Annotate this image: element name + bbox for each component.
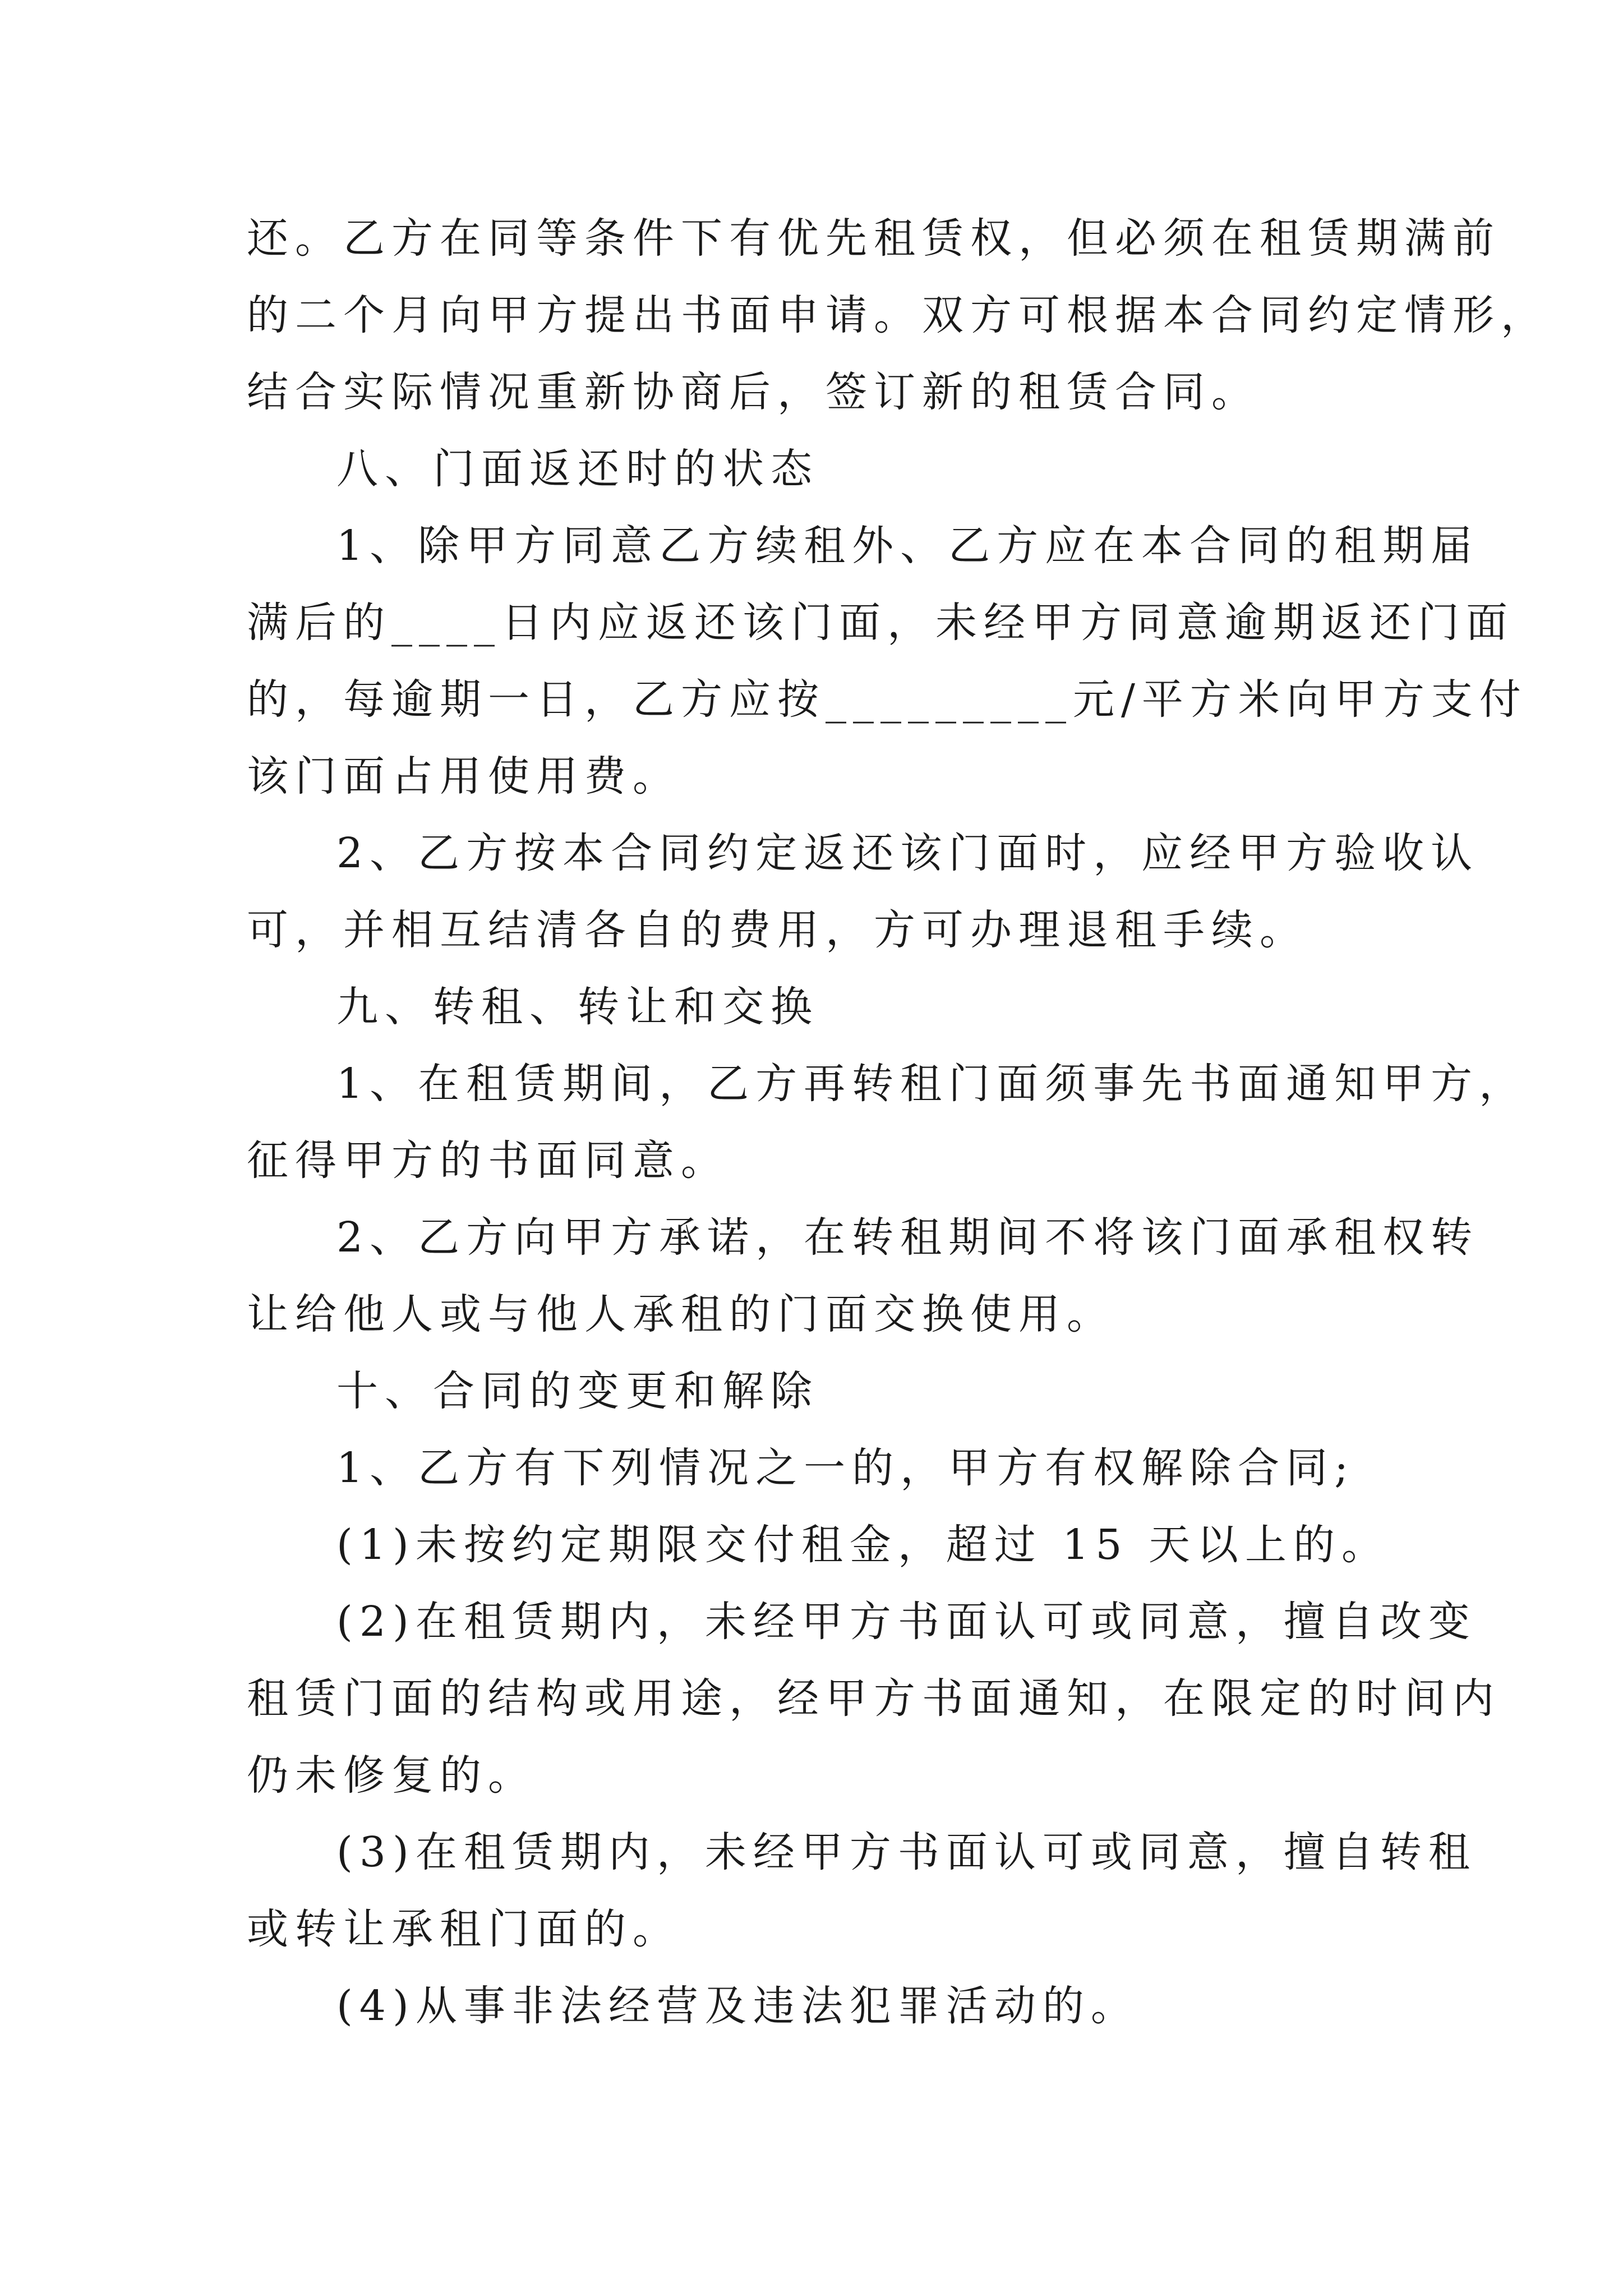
text-line: 结合实际情况重新协商后，签订新的租赁合同。: [247, 368, 1260, 416]
text-line: 1、乙方有下列情况之一的，甲方有权解除合同;: [336, 1444, 1355, 1492]
text-line: (2)在租赁期内，未经甲方书面认可或同意，擅自改变: [336, 1598, 1477, 1646]
text-line: (3)在租赁期内，未经甲方书面认可或同意，擅自转租: [336, 1828, 1477, 1876]
text-line: 满后的____日内应返还该门面，未经甲方同意逾期返还门面: [247, 599, 1514, 647]
text-line: 还。乙方在同等条件下有优先租赁权，但必须在租赁期满前: [247, 214, 1501, 263]
text-line: 的二个月向甲方提出书面申请。双方可根据本合同约定情形，: [247, 291, 1549, 339]
text-line: 租赁门面的结构或用途，经甲方书面通知，在限定的时间内: [247, 1674, 1501, 1723]
text-line: 2、乙方向甲方承诺，在转租期间不将该门面承租权转: [336, 1213, 1479, 1262]
text-line: 可，并相互结清各自的费用，方可办理退租手续。: [247, 906, 1308, 954]
text-line: 征得甲方的书面同意。: [247, 1137, 729, 1185]
text-line: (4)从事非法经营及违法犯罪活动的。: [336, 1982, 1139, 2030]
text-line: 该门面占用使用费。: [247, 752, 681, 800]
text-line: 的，每逾期一日，乙方应按_________元/平方米向甲方支付: [247, 675, 1528, 724]
text-line: 让给他人或与他人承租的门面交换使用。: [247, 1290, 1115, 1338]
text-line: 仍未修复的。: [247, 1751, 536, 1800]
text-line: 或转让承租门面的。: [247, 1905, 681, 1953]
section-heading: 十、合同的变更和解除: [336, 1367, 819, 1415]
section-heading: 九、转租、转让和交换: [336, 983, 819, 1031]
section-heading: 八、门面返还时的状态: [336, 445, 819, 493]
text-line: 2、乙方按本合同约定返还该门面时，应经甲方验收认: [336, 829, 1479, 877]
text-line: (1)未按约定期限交付租金，超过 15 天以上的。: [336, 1521, 1390, 1569]
text-line: 1、在租赁期间，乙方再转租门面须事先书面通知甲方，: [336, 1060, 1528, 1108]
text-line: 1、除甲方同意乙方续租外、乙方应在本合同的租期届: [336, 522, 1479, 570]
